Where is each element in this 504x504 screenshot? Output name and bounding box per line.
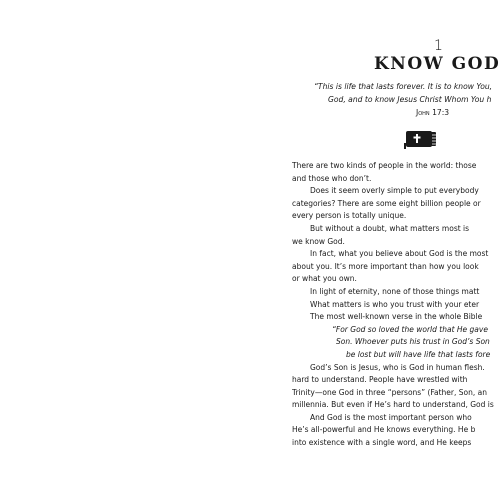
body-line: about you. It’s more important than how you look (292, 261, 479, 271)
bible-icon (404, 128, 438, 150)
body-line: categories? There are some eight billion people or (292, 198, 481, 208)
body-line: God’s Son is Jesus, who is God in human flesh. (310, 362, 485, 372)
body-line: In fact, what you believe about God is the most (310, 249, 489, 259)
body-line: every person is totally unique. (292, 211, 407, 221)
body-line: He’s all-powerful and He knows everything. He b (292, 425, 476, 435)
body-line: we know God. (292, 236, 345, 246)
body-line: Does it seem overly simple to put everybody (310, 186, 479, 196)
body-line: and those who don’t. (292, 173, 372, 183)
body-line: or what you own. (292, 274, 357, 284)
body-line: into existence with a single word, and He keeps (292, 438, 472, 448)
body-line: But without a doubt, what matters most is (310, 223, 470, 233)
epigraph-reference: John 17:3 (416, 108, 450, 117)
quote-line: Son. Whoever puts his trust in God’s Son (336, 337, 490, 347)
epigraph-line-2: God, and to know Jesus Christ Whom You h (328, 95, 492, 104)
epigraph-line-1: “This is life that lasts forever. It is to know You, (314, 82, 493, 91)
body-line: The most well-known verse in the whole Bible (310, 312, 483, 322)
body-text (292, 160, 504, 450)
chapter-title: KNOW GOD (374, 54, 501, 74)
body-line: hard to understand. People have wrestled with (292, 375, 468, 385)
body-line: What matters is who you trust with your eter (310, 299, 480, 309)
quote-line: be lost but will have life that lasts fore (346, 349, 491, 359)
body-line: millennia. But even if He’s hard to understand, God is (292, 400, 494, 410)
chapter-number: 1 (434, 38, 443, 54)
body-line: There are two kinds of people in the world: those (292, 161, 477, 170)
book-page (292, 0, 504, 504)
body-line: Trinity—one God in three “persons” (Father, Son, an (292, 387, 487, 397)
quote-line: “For God so loved the world that He gave (332, 324, 488, 334)
body-line: In light of eternity, none of those things matt (310, 286, 480, 296)
body-line: And God is the most important person who (310, 412, 472, 422)
